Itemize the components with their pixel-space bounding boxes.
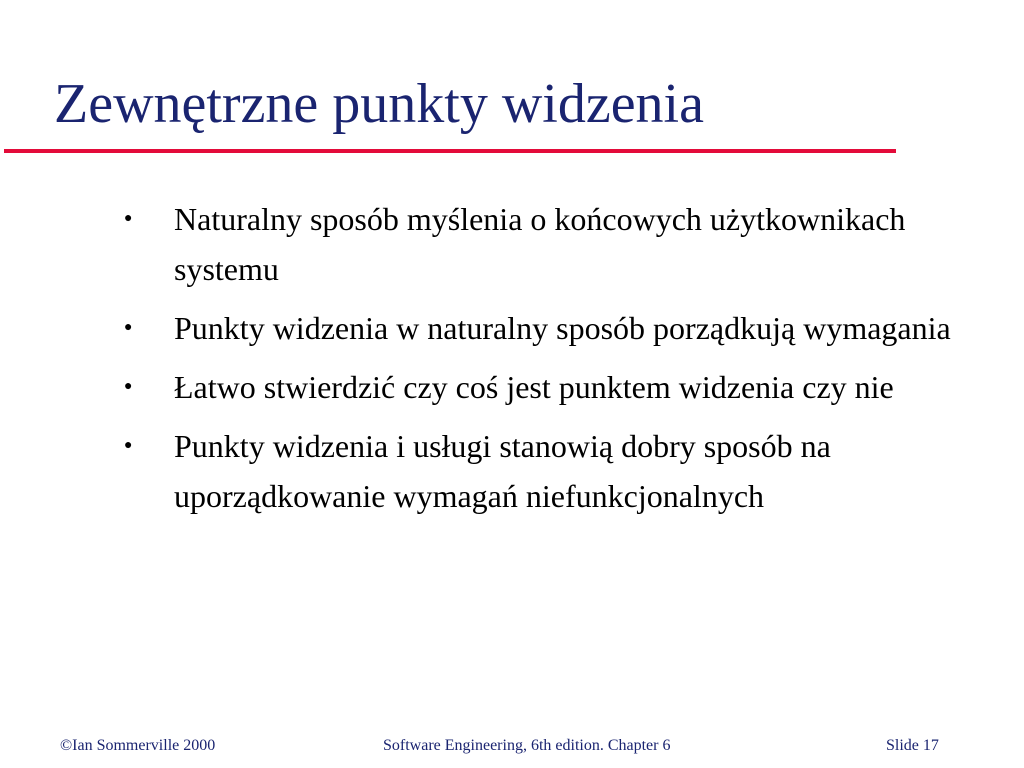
bullet-text: Punkty widzenia i usługi stanowią dobry sposób na uporządkowanie wymagań niefunkcjonalnych (174, 428, 831, 514)
bullet-item (124, 194, 984, 294)
bullet-dot-icon: ● (124, 438, 133, 453)
title-underline-rule (4, 149, 896, 153)
bullet-item (124, 421, 984, 521)
footer-copyright: ©Ian Sommerville 2000 (60, 737, 216, 754)
bullet-dot-icon: ● (124, 320, 133, 335)
footer-book-title: Software Engineering, 6th edition. Chapter 6 (383, 737, 671, 754)
bullet-list (124, 194, 984, 530)
bullet-text: Łatwo stwierdzić czy coś jest punktem widzenia czy nie (174, 369, 894, 405)
bullet-item (124, 303, 984, 353)
slide-title: Zewnętrzne punkty widzenia (54, 73, 704, 135)
bullet-item (124, 362, 984, 412)
bullet-text: Punkty widzenia w naturalny sposób porządkują wymagania (174, 310, 951, 346)
bullet-text: Naturalny sposób myślenia o końcowych użytkownikach systemu (174, 201, 906, 287)
bullet-dot-icon: ● (124, 379, 133, 394)
bullet-dot-icon: ● (124, 211, 133, 226)
footer-slide-number: Slide 17 (886, 737, 939, 754)
